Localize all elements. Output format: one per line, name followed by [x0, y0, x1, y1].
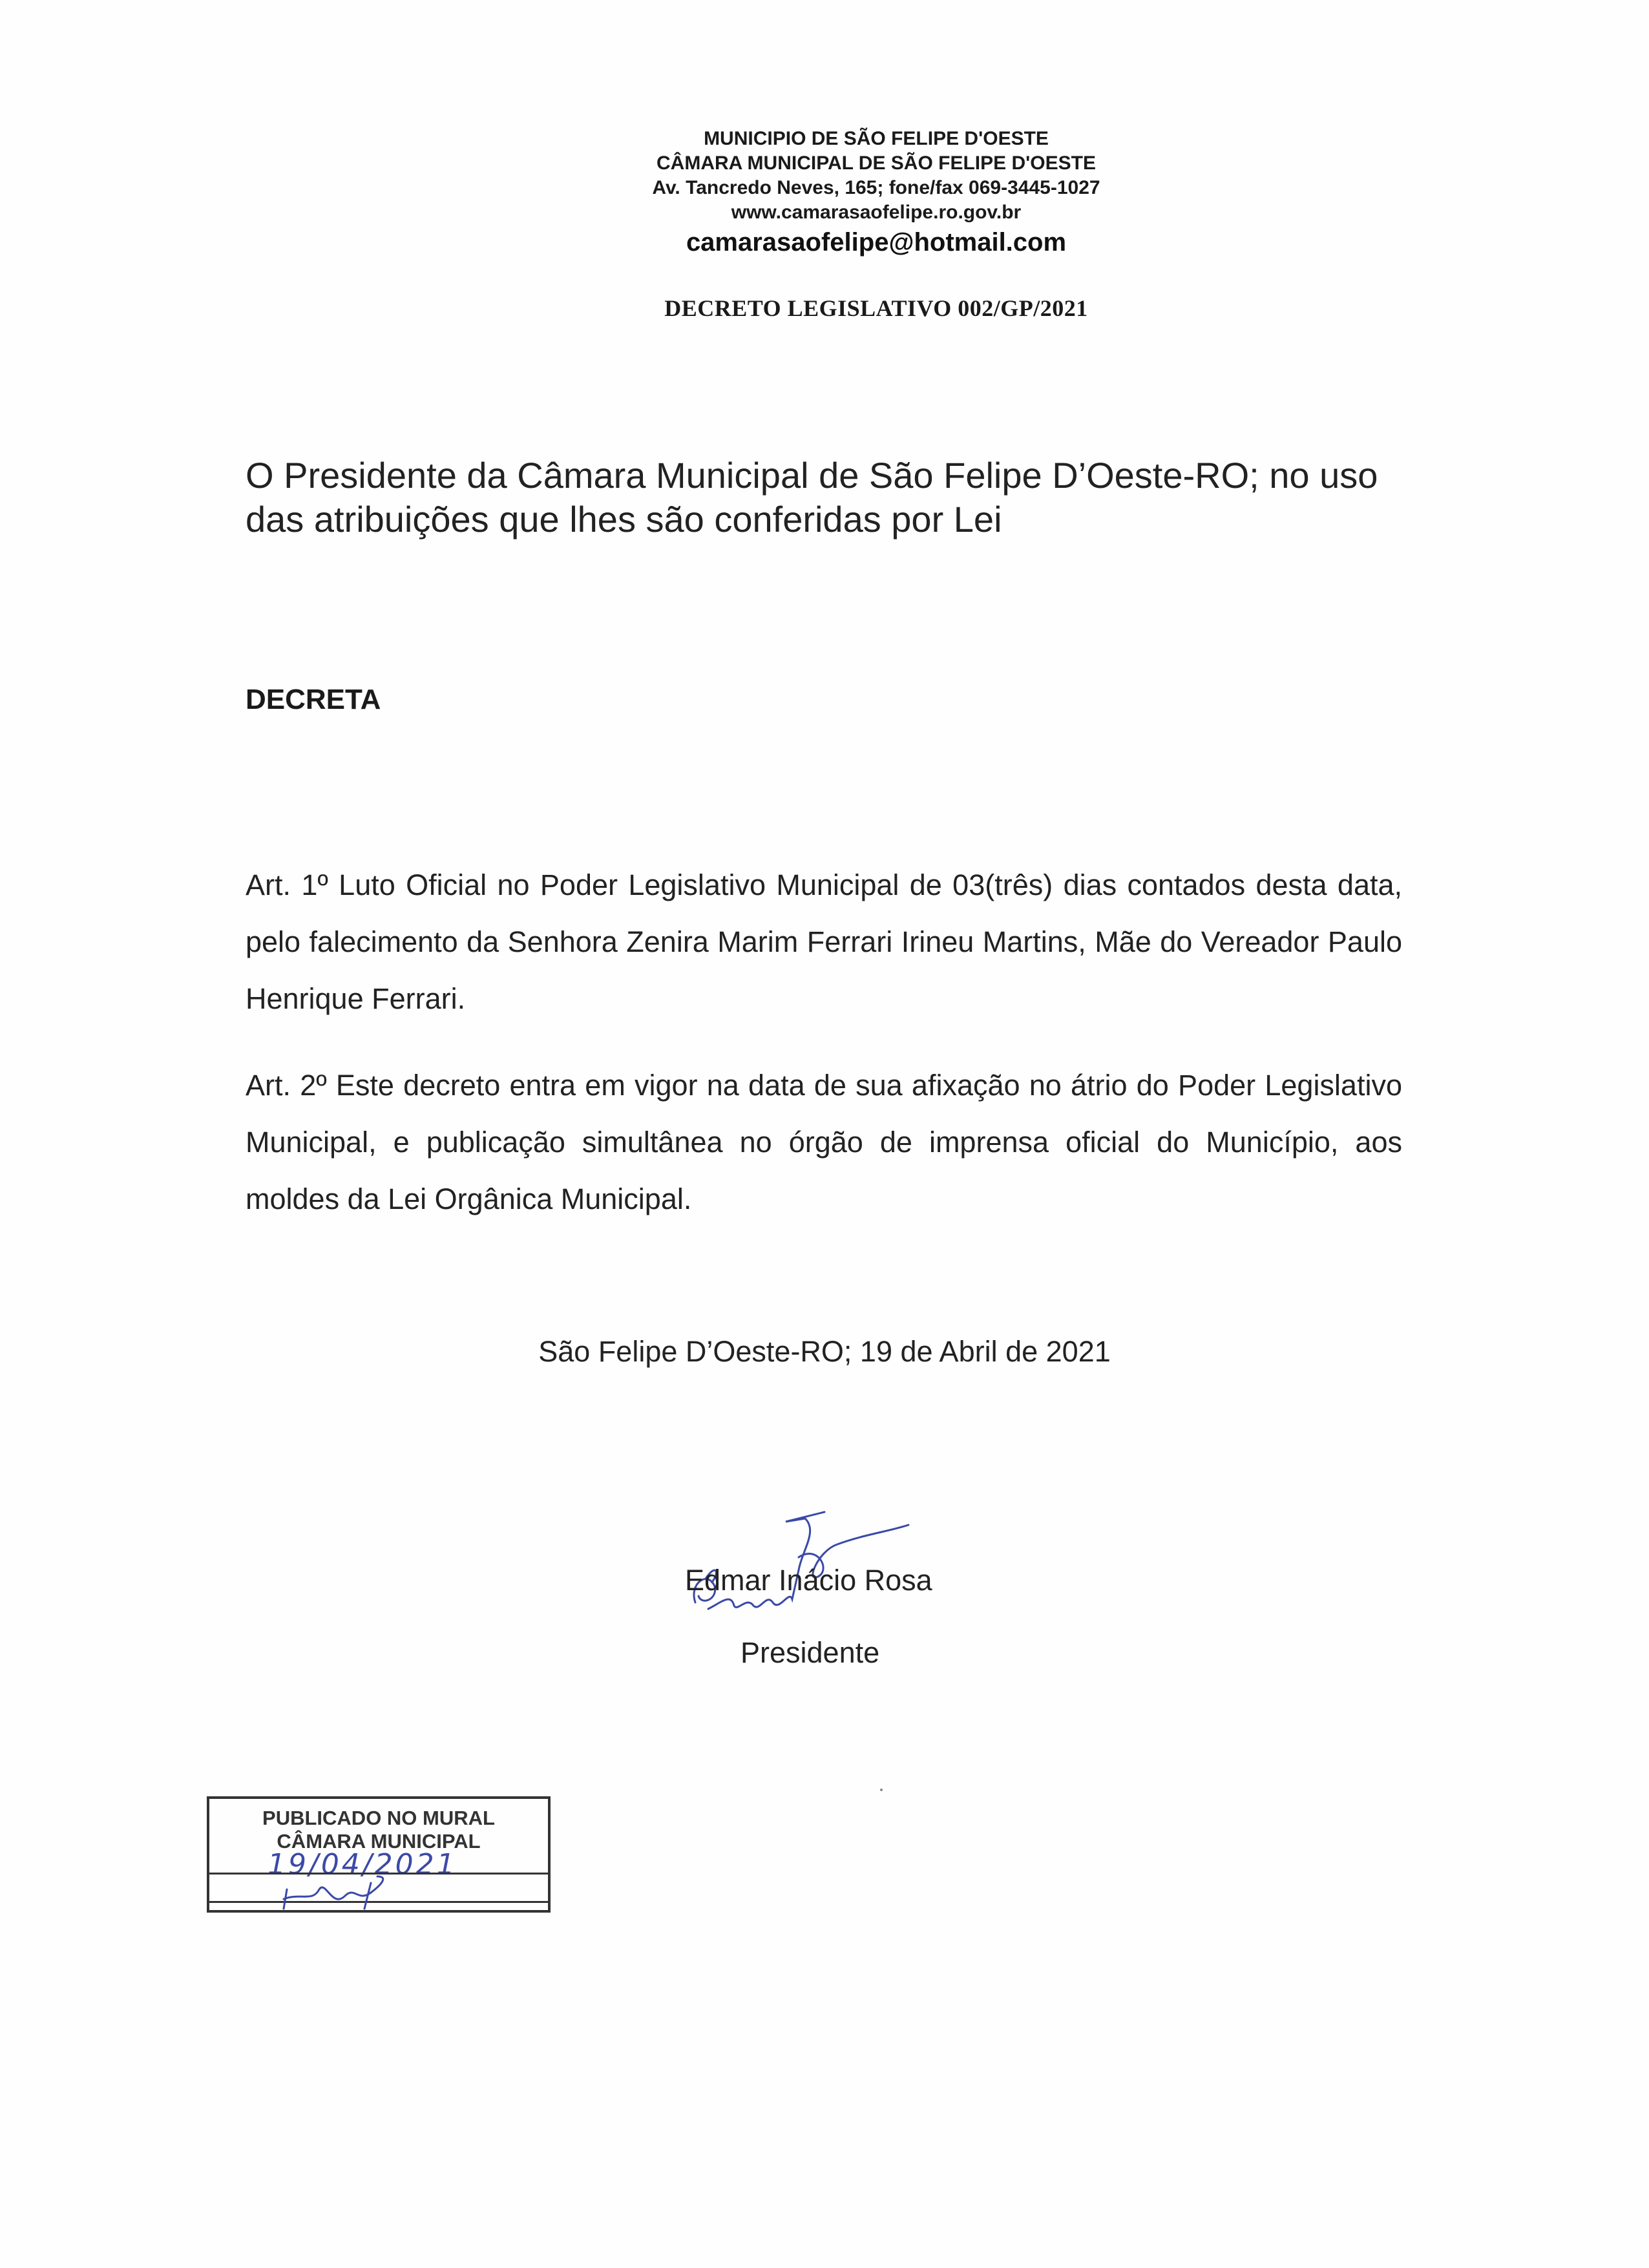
stamp-line-published: PUBLICADO NO MURAL [262, 1807, 495, 1829]
decree-title: DECRETO LEGISLATIVO 002/GP/2021 [664, 295, 1088, 321]
letterhead-chamber: CÂMARA MUNICIPAL DE SÃO FELIPE D'OESTE [656, 152, 1096, 174]
stamp-line-chamber: CÂMARA MUNICIPAL [277, 1830, 481, 1853]
signer-name: Edmar Inácio Rosa [685, 1564, 932, 1597]
letterhead-website: www.camarasaofelipe.ro.gov.br [731, 202, 1022, 223]
letterhead-municipality: MUNICIPIO DE SÃO FELIPE D'OESTE [704, 128, 1049, 149]
signer-role: Presidente [740, 1636, 880, 1669]
letterhead [0, 127, 1649, 260]
stamp-date: 19/04/2021 [268, 1848, 457, 1881]
article-2: Art. 2º Este decreto entra em vigor na data de sua afixação no átrio do Poder Legislativo Municipal, e publicação simultânea no órgão de imprensa oficial do Município, aos moldes da Lei Orgânica Municipal. [246, 1069, 1402, 1215]
letterhead-address: Av. Tancredo Neves, 165; fone/fax 069-3445-1027 [652, 177, 1100, 198]
stamp-signature [274, 1864, 442, 1915]
president-signature [669, 1473, 915, 1628]
publication-stamp [207, 1796, 551, 1913]
letterhead-email: camarasaofelipe@hotmail.com [686, 228, 1067, 257]
preamble: O Presidente da Câmara Municipal de São Felipe D’Oeste-RO; no uso das atribuições que lhes são conferidas por Lei [246, 455, 1378, 540]
decreta-heading: DECRETA [246, 684, 381, 715]
scan-speck [880, 1789, 883, 1791]
place-date: São Felipe D’Oeste-RO; 19 de Abril de 2021 [538, 1335, 1111, 1368]
article-1: Art. 1º Luto Oficial no Poder Legislativo Municipal de 03(três) dias contados desta data, pelo falecimento da Senhora Zenira Marim Ferrari Irineu Martins, Mãe do Vereador Paulo Henrique Ferrari. [246, 868, 1402, 1015]
